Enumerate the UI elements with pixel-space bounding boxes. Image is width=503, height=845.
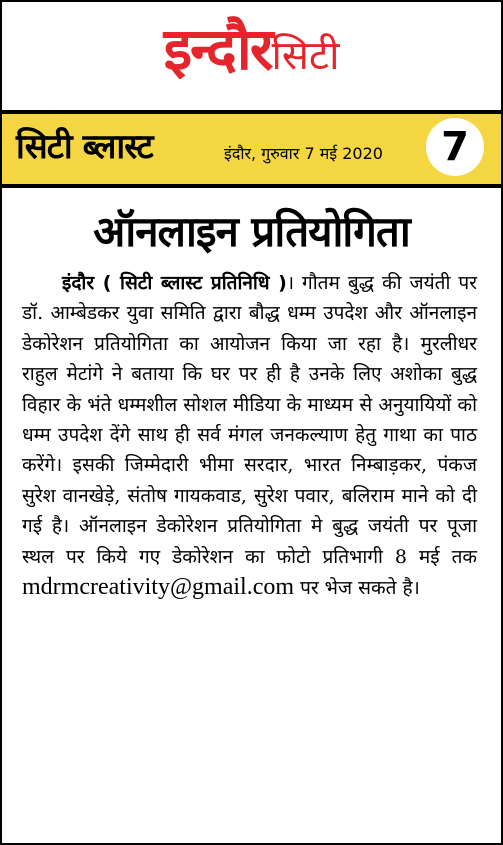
date-line: इंदौर, गुरुवार 7 मई 2020 — [224, 144, 383, 163]
brand-main-text: इन्दौर — [163, 15, 272, 83]
article-dateline: इंदौर ( सिटी ब्लास्ट प्रतिनिधि ) — [62, 272, 287, 294]
masthead-divider-bottom — [2, 184, 501, 188]
section-band — [2, 114, 501, 184]
page-number-badge: 7 — [426, 118, 484, 176]
section-title: सिटी ब्लास्ट — [16, 127, 153, 167]
article-body — [22, 268, 477, 603]
contact-email: mdrmcreativity@gmail.com — [22, 574, 295, 601]
masthead — [2, 2, 501, 110]
article-headline: ऑनलाइन प्रतियोगिता — [93, 207, 410, 256]
brand-sub-text: सिटी — [271, 33, 340, 79]
article-text-part1: । गौतम बुद्ध की जयंती पर डॉ. आम्बेडकर युवा समिति द्वारा बौद्ध धम्म उपदेश और ऑनलाइन डेकोरेशन प्रतियोगिता का आयोजन किया जा रहा है। मुरलीधर राहुल मेटांगे ने बताया कि घर पर ही है उनके लिए अशोका बुद्ध विहार के भंते धम्मशील सोशल मीडिया के माध्यम से अनुयायियों को धम्म उपदेश देंगे साथ ही सर्व मंगल जनकल्याण हेतु गाथा का पाठ करेंगे। इसकी जिम्मेदारी भीमा सरदार, भारत निम्बाड़कर, पंकज सुरेश वानखेड़े, संतोष गायकवाड, सुरेश पवार, बलिराम माने को दी गई है। ऑनलाइन डेकोरेशन प्रतियोगिता मे बुद्ध जयंती पर पूजा स्थल पर किये गए डेकोरेशन का फोटो प्रतिभागी 8 मई तक — [22, 272, 477, 568]
brand-logo — [163, 15, 340, 83]
article-text-part2: पर भेज सकते है। — [294, 577, 420, 600]
